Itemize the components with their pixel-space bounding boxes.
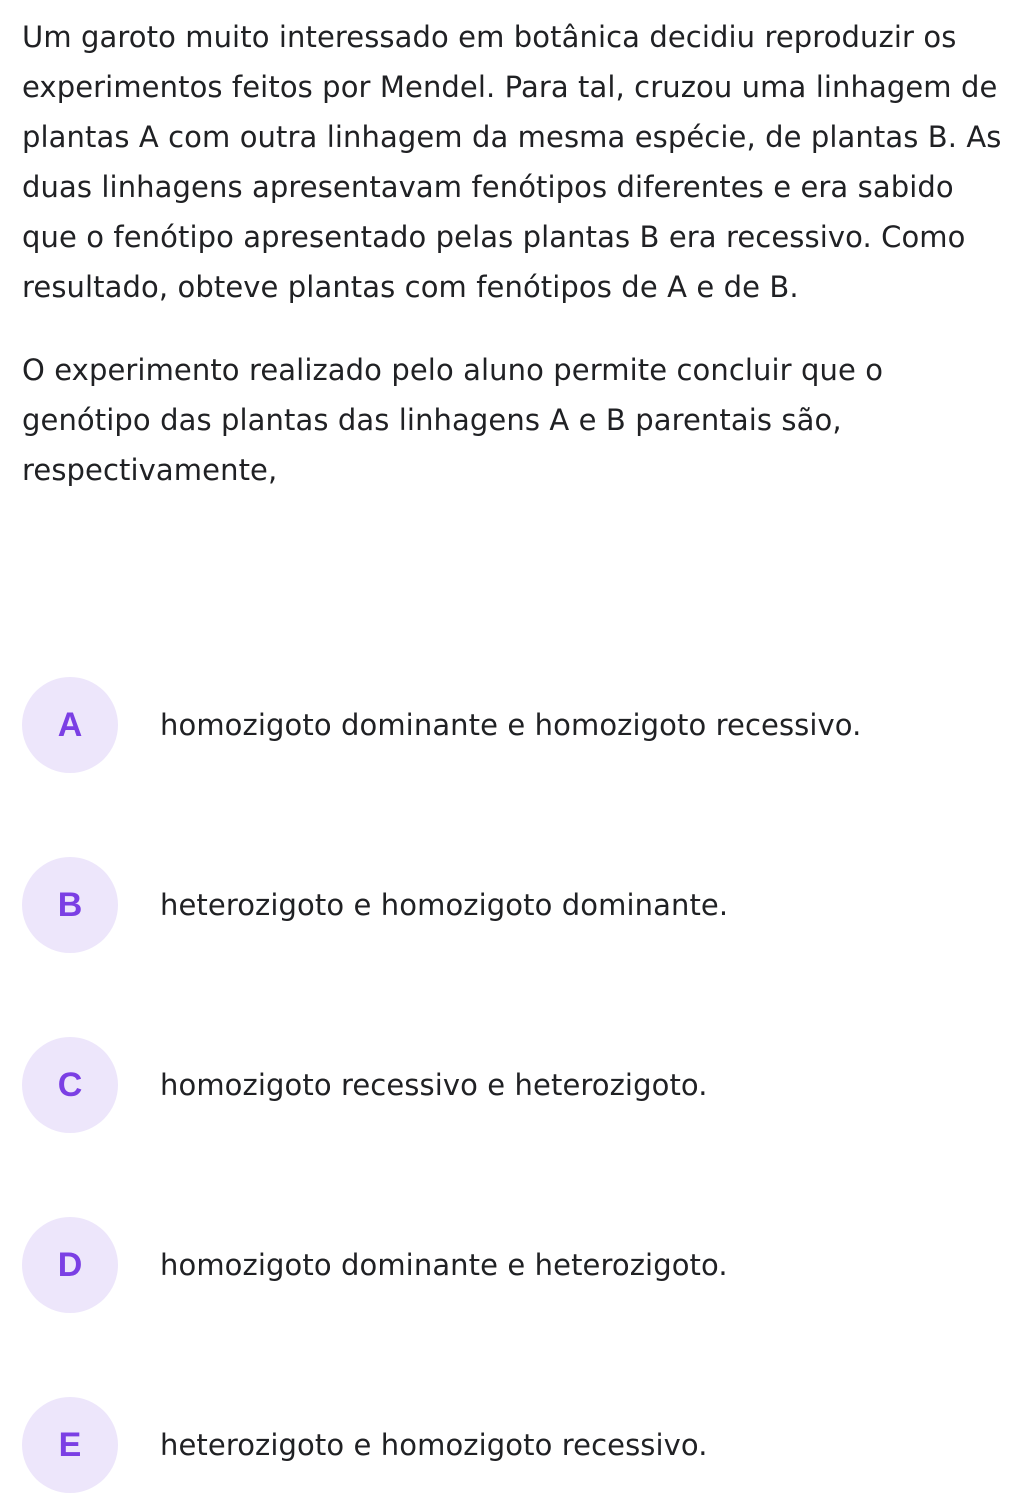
option-a[interactable] (22, 675, 1012, 775)
option-letter: D (57, 1245, 83, 1284)
option-letter: C (57, 1065, 83, 1104)
option-letter: E (58, 1425, 82, 1464)
option-text: homozigoto dominante e heterozigoto. (160, 1248, 728, 1282)
option-text: heterozigoto e homozigoto recessivo. (160, 1428, 708, 1462)
option-letter-badge (22, 1217, 118, 1313)
question-body (22, 12, 1012, 495)
question-prompt: O experimento realizado pelo aluno permite concluir que o genótipo das plantas das linhagens A e B parentais são, respectivamente, (22, 353, 884, 487)
option-d[interactable] (22, 1215, 1012, 1315)
option-text: homozigoto dominante e homozigoto recessivo. (160, 708, 862, 742)
option-letter-badge (22, 677, 118, 773)
option-text: homozigoto recessivo e heterozigoto. (160, 1068, 708, 1102)
option-letter: A (57, 705, 83, 744)
answer-options (22, 675, 1012, 1495)
option-letter: B (57, 885, 83, 924)
option-letter-badge (22, 1037, 118, 1133)
option-letter-badge (22, 857, 118, 953)
option-letter-badge (22, 1397, 118, 1493)
option-text: heterozigoto e homozigoto dominante. (160, 888, 729, 922)
question-statement: Um garoto muito interessado em botânica decidiu reproduzir os experimentos feitos por Mendel. Para tal, cruzou uma linhagem de plantas A com outra linhagem da mesma espécie, de plantas B. As duas linhagens apresentavam fenótipos diferentes e era sabido que o fenótipo apresentado pelas plantas B era recessivo. Como resultado, obteve plantas com fenótipos de A e de B. (22, 20, 1002, 304)
option-e[interactable] (22, 1395, 1012, 1495)
option-c[interactable] (22, 1035, 1012, 1135)
option-b[interactable] (22, 855, 1012, 955)
